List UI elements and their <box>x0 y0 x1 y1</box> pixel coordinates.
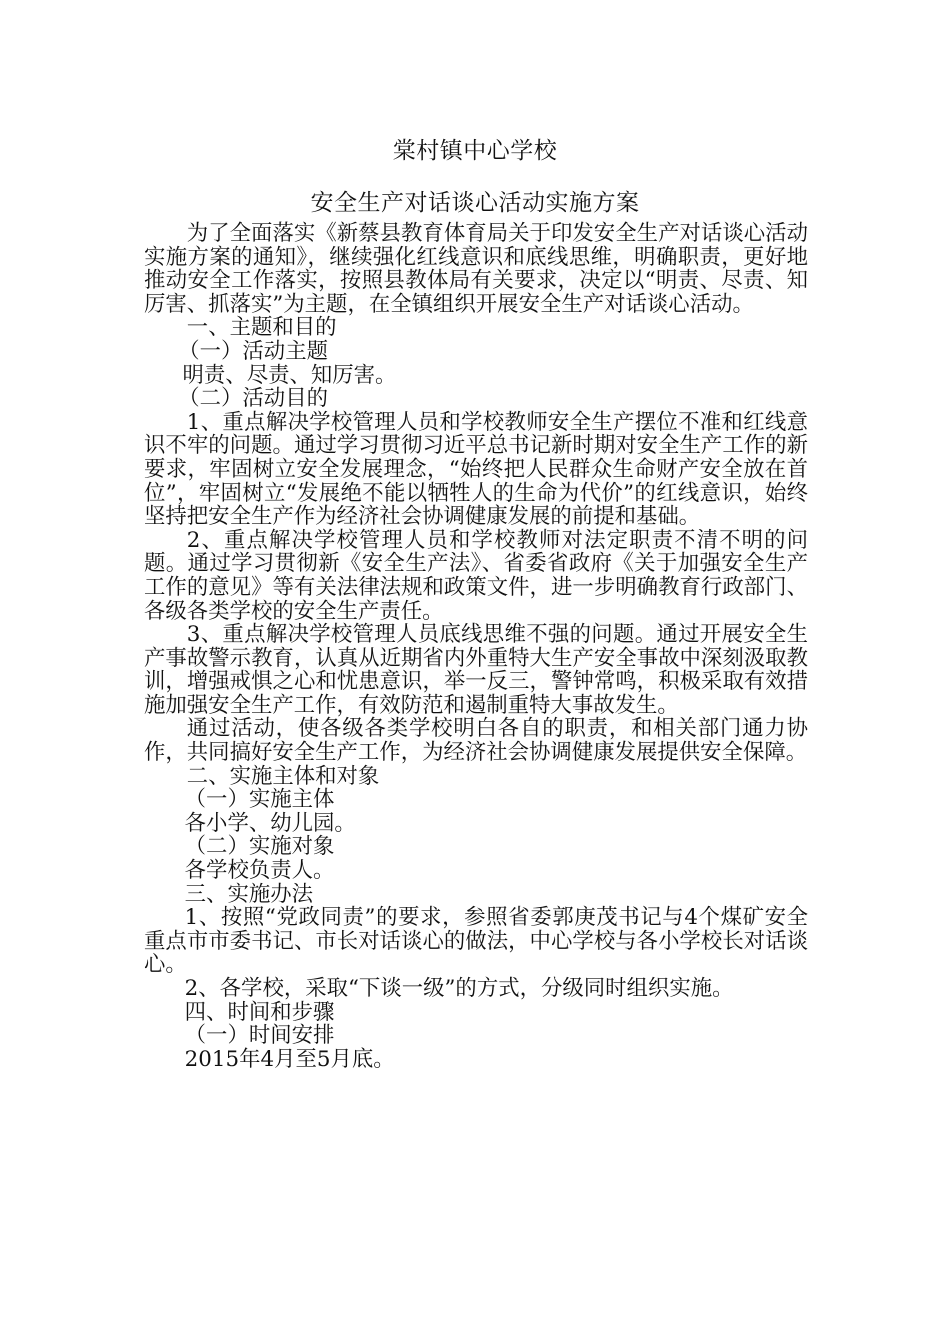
body-paragraph: 2、各学校，采取“下谈一级”的方式，分级同时组织实施。 <box>184 976 734 1001</box>
body-paragraph: 各学校负责人。 <box>184 858 335 884</box>
document-body <box>144 222 808 1071</box>
body-paragraph: 各小学、幼儿园。 <box>184 810 356 836</box>
section-heading-2: 二、实施主体和对象 <box>186 763 380 789</box>
body-paragraph: 2015年4月至5月底。 <box>184 1046 395 1072</box>
school-name-title: 棠村镇中心学校 <box>392 138 558 164</box>
body-paragraph: 通过活动，使各级各类学校明白各自的职责，和相关部门通力协作，共同搞好安全生产工作，为经济社会协调健康发展提供安全保障。 <box>144 716 808 766</box>
body-paragraph: 2、重点解决学校管理人员和学校教师对法定职责不清不明的问题。通过学习贯彻新《安全生产法》、省委省政府《关于加强安全生产工作的意见》等有关法律法规和政策文件，进一步明确教育行政部门、各级各类学校的安全生产责任。 <box>144 527 808 624</box>
body-paragraph: 1、重点解决学校管理人员和学校教师安全生产摆位不准和红线意识不牢的问题。通过学习贯彻习近平总书记新时期对安全生产工作的新要求，牢固树立安全发展理念，“始终把人民群众生命财产安全放在首位”，牢固树立“发展绝不能以牺牲人的生命为代价”的红线意识，始终坚持把安全生产作为经济社会协调健康发展的前提和基础。 <box>144 409 808 530</box>
subsection-heading: （二）活动目的 <box>178 386 328 412</box>
body-paragraph: 1、按照“党政同责”的要求，参照省委郭庚茂书记与4个煤矿安全重点市市委书记、市长对话谈心的做法，中心学校与各小学校长对话谈心。 <box>144 905 808 978</box>
section-heading-3: 三、实施办法 <box>184 881 314 907</box>
intro-paragraph: 为了全面落实《新蔡县教育体育局关于印发安全生产对话谈心活动实施方案的通知》，继续强化红线意识和底线思维，明确职责，更好地推动安全工作落实，按照县教体局有关要求，决定以“明责、尽责、知厉害、抓落实”为主题，在全镇组织开展安全生产对话谈心活动。 <box>144 221 808 317</box>
plan-title: 安全生产对话谈心活动实施方案 <box>310 190 640 216</box>
subsection-heading: （一）实施主体 <box>184 787 335 813</box>
subsection-heading: （二）实施对象 <box>184 834 335 860</box>
section-heading-1: 一、主题和目的 <box>186 315 337 341</box>
body-paragraph: 明责、尽责、知厉害。 <box>182 362 397 388</box>
body-paragraph: 3、重点解决学校管理人员底线思维不强的问题。通过开展安全生产事故警示教育，认真从近期省内外重特大生产安全事故中深刻汲取教训，增强戒惧之心和忧患意识，举一反三，警钟常鸣，积极采取有效措施加强安全生产工作，有效防范和遏制重特大事故发生。 <box>144 622 808 718</box>
subsection-heading: （一）活动主题 <box>178 338 328 364</box>
subsection-heading: （一）时间安排 <box>184 1023 335 1049</box>
section-heading-4: 四、时间和步骤 <box>184 999 335 1025</box>
